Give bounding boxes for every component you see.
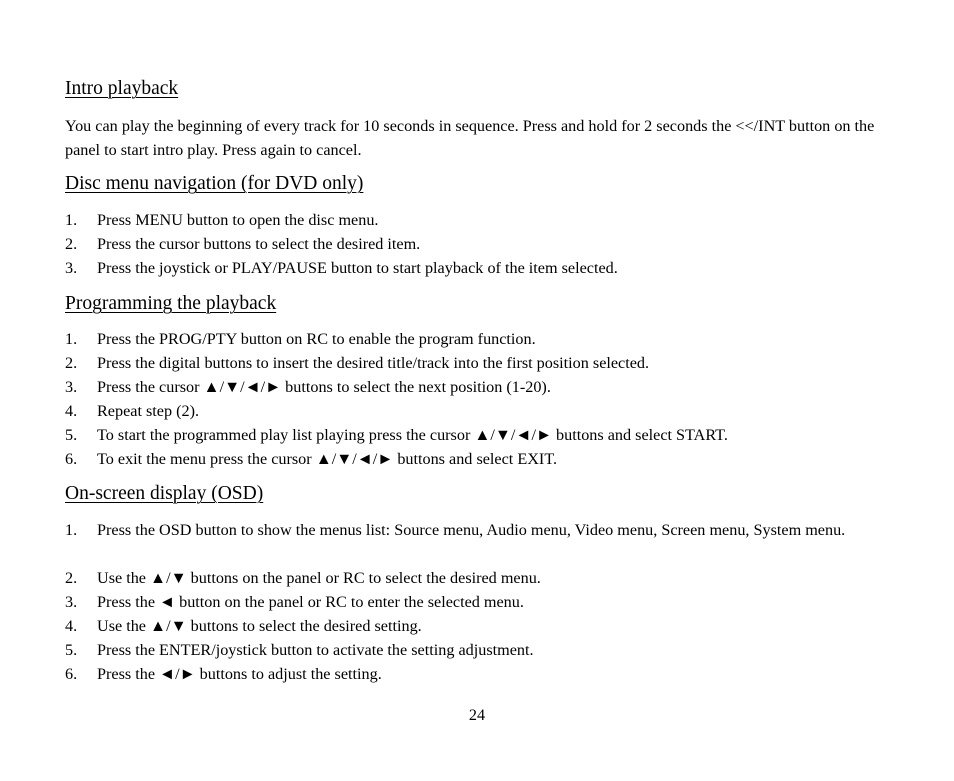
list-item-number: 3. <box>65 378 78 396</box>
list-item-text: Press MENU button to open the disc menu. <box>97 211 379 229</box>
list-item-text: Press the OSD button to show the menus list: Source menu, Audio menu, Video menu, Screen menu, System menu. <box>97 521 846 539</box>
list-item-text: Press the cursor ▲/▼/◄/► buttons to select the next position (1-20). <box>97 378 551 396</box>
list-item-text: Press the ◄ button on the panel or RC to enter the selected menu. <box>97 593 524 611</box>
list-item-number: 5. <box>65 426 78 444</box>
list-item-number: 2. <box>65 354 78 372</box>
list-item-number: 6. <box>65 450 78 468</box>
list-item-text: Press the ENTER/joystick button to activate the setting adjustment. <box>97 641 534 659</box>
list-item-number: 5. <box>65 641 78 659</box>
list-item-text: Repeat step (2). <box>97 402 200 420</box>
list-item-number: 2. <box>65 569 78 587</box>
list-item-text: Press the PROG/PTY button on RC to enable the program function. <box>97 330 536 348</box>
page-number: 24 <box>468 706 486 724</box>
list-item-number: 1. <box>65 330 78 348</box>
list-item-text: Press the joystick or PLAY/PAUSE button to start playback of the item selected. <box>97 259 618 277</box>
heading-intro-playback: Intro playback <box>65 78 179 99</box>
list-item-text: Press the cursor buttons to select the desired item. <box>97 235 421 253</box>
list-item <box>65 518 900 566</box>
list-item-number: 6. <box>65 665 78 683</box>
heading-on-screen-display: On-screen display (OSD) <box>65 483 264 504</box>
list-item-text: To exit the menu press the cursor ▲/▼/◄/► buttons and select EXIT. <box>97 450 558 468</box>
intro-paragraph: You can play the beginning of every track for 10 seconds in sequence. Press and hold for 2 seconds the <</INT button on the panel to start intro play. Press again to cancel. <box>65 117 875 159</box>
list-item-number: 4. <box>65 617 78 635</box>
list-item-text: Use the ▲/▼ buttons on the panel or RC to select the desired menu. <box>97 569 541 587</box>
list-item-text: Use the ▲/▼ buttons to select the desired setting. <box>97 617 422 635</box>
list-item-text: Press the ◄/► buttons to adjust the setting. <box>97 665 382 683</box>
list-item-text: Press the digital buttons to insert the desired title/track into the first position selected. <box>97 354 650 372</box>
list-item-text: To start the programmed play list playing press the cursor ▲/▼/◄/► buttons and select START. <box>97 426 728 444</box>
list-item-number: 4. <box>65 402 78 420</box>
heading-disc-menu-navigation: Disc menu navigation (for DVD only) <box>65 173 364 194</box>
list-item-number: 1. <box>65 521 78 539</box>
list-item-number: 2. <box>65 235 78 253</box>
heading-programming-the-playback: Programming the playback <box>65 293 277 314</box>
list-item-number: 3. <box>65 593 78 611</box>
list-item-number: 3. <box>65 259 78 277</box>
list-item-number: 1. <box>65 211 78 229</box>
